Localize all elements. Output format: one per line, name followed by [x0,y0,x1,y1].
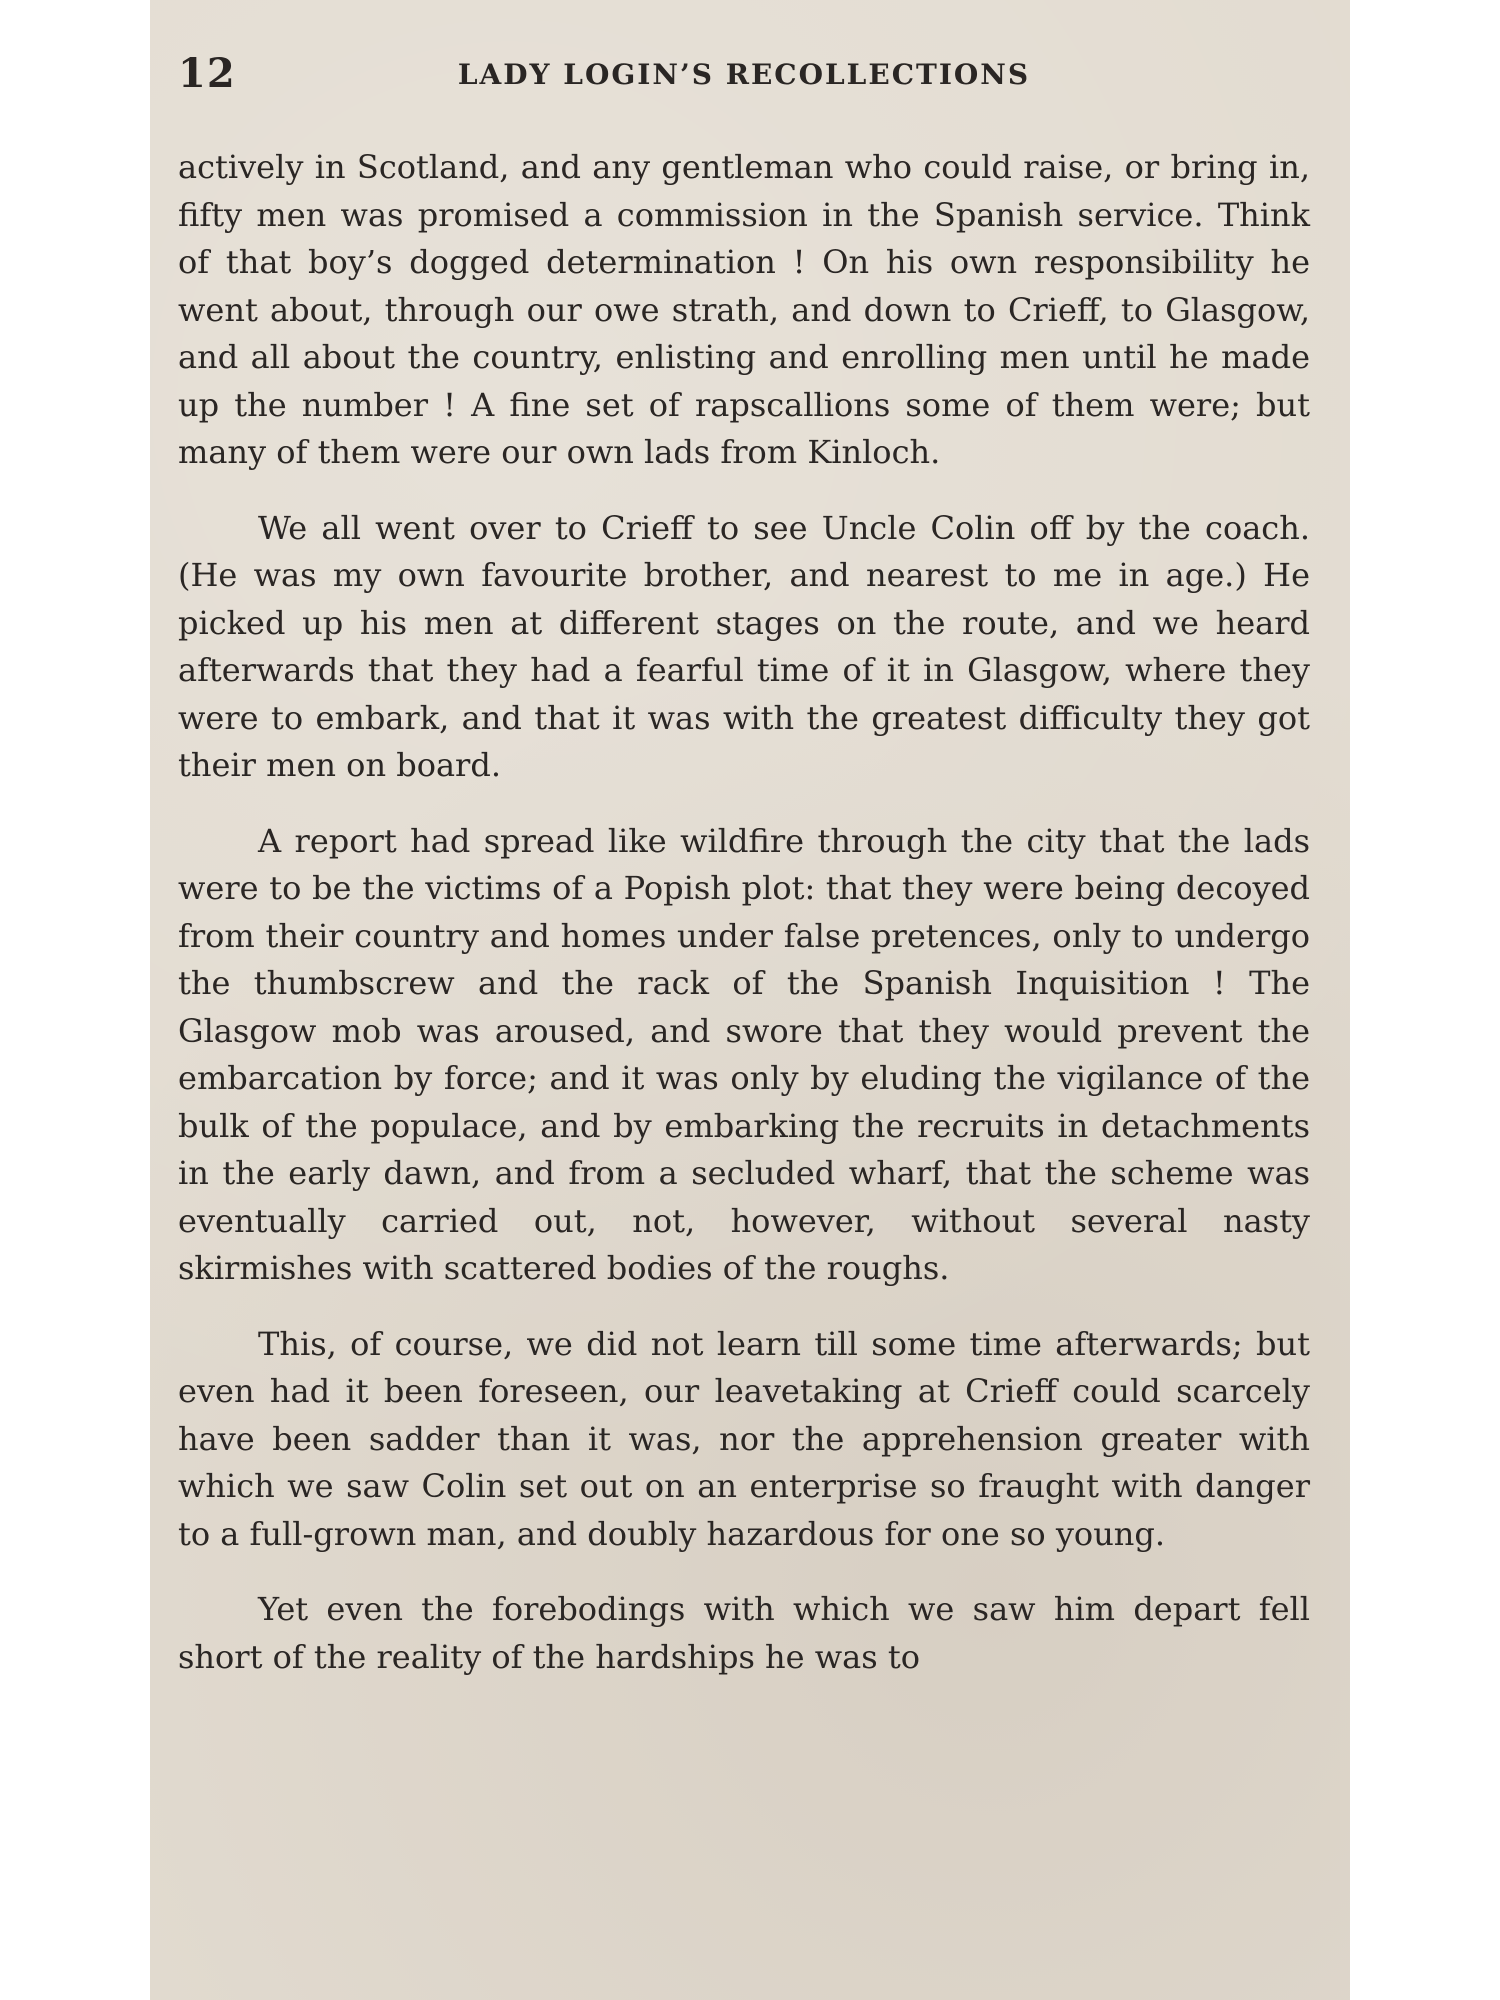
book-page [150,0,1350,2000]
running-head-title: LADY LOGIN’S RECOLLECTIONS [457,58,1031,91]
paragraph-4: This, of course, we did not learn till some time afterwards; but even had it been foreseen, our leavetaking at Crieff could scarcely have been sadder than it was, nor the apprehension greater with which we saw Colin set out on an enterprise so fraught with danger to a full-grown man, and doubly hazardous for one so young. [178,1324,1310,1553]
paragraph-5: Yet even the forebodings with which we saw him depart fell short of the reality of the hardships he was to [178,1590,1310,1676]
body-text [178,144,1310,1681]
paragraph-3: A report had spread like wildfire through the city that the lads were to be the victims of a Popish plot: that they were being decoyed from their country and homes under false pretences, only to undergo the thumbscrew and the rack of the Spanish Inquisition ! The Glasgow mob was aroused, and swore that they would prevent the embarcation by force; and it was only by eluding the vigilance of the bulk of the populace, and by embarking the recruits in detachments in the early dawn, and from a secluded wharf, that the scheme was eventually carried out, not, however, without several nasty skirmishes with scattered bodies of the roughs. [178,821,1310,1287]
page-header [178,50,1310,110]
paragraph-2: We all went over to Crieff to see Uncle Colin off by the coach. (He was my own favourite brother, and nearest to me in age.) He picked up his men at different stages on the route, and we heard afterwards that they had a fearful time of it in Glasgow, where they were to embark, and that it was with the greatest difficulty they got their men on board. [178,508,1310,784]
page-number: 12 [178,50,236,97]
paragraph-1: actively in Scotland, and any gentleman who could raise, or bring in, fifty men was promised a commission in the Spanish service. Think of that boy’s dogged determination ! On his own responsibility he went about, through our owe strath, and down to Crieff, to Glasgow, and all about the country, enlisting and enrolling men until he made up the number ! A fine set of rapscallions some of them were; but many of them were our own lads from Kinloch. [178,148,1310,471]
